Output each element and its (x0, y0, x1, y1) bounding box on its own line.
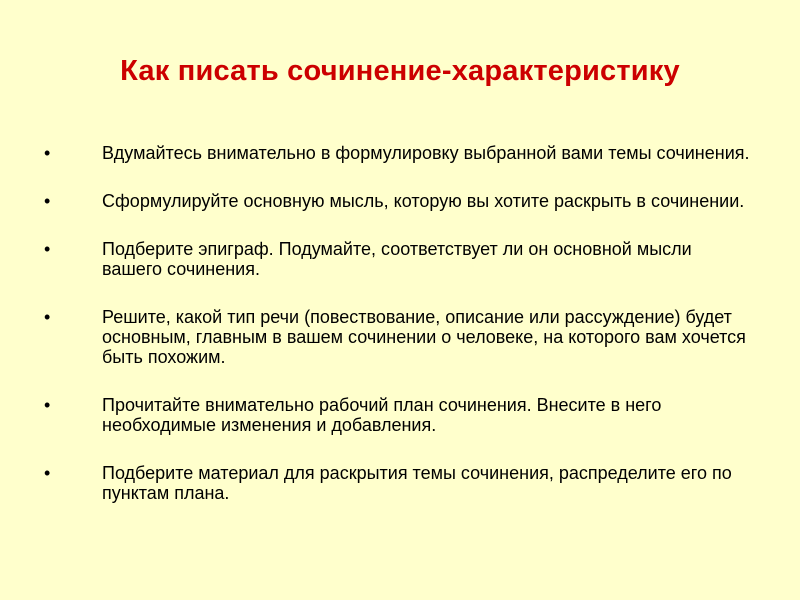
bullet-icon: • (44, 463, 51, 483)
bullet-icon: • (44, 191, 51, 211)
list-item-text: Вдумайтесь внимательно в формулировку выбранной вами темы сочинения. (102, 143, 750, 163)
list-item (0, 307, 800, 367)
bullet-icon: • (44, 143, 51, 163)
bullet-icon: • (44, 307, 51, 327)
bullet-list (0, 143, 800, 531)
list-item-text: Подберите материал для раскрытия темы сочинения, распределите его по пунктам плана. (102, 463, 732, 503)
list-item (0, 143, 800, 163)
list-item (0, 239, 800, 279)
list-item (0, 463, 800, 503)
list-item (0, 395, 800, 435)
bullet-icon: • (44, 395, 51, 415)
list-item-text: Решите, какой тип речи (повествование, описание или рассуждение) будет основным, главным в вашем сочинении о человеке, на которого вам хочется быть похожим. (102, 307, 746, 367)
list-item (0, 191, 800, 211)
list-item-text: Прочитайте внимательно рабочий план сочинения. Внесите в него необходимые изменения и добавления. (102, 395, 662, 435)
list-item-text: Сформулируйте основную мысль, которую вы хотите раскрыть в сочинении. (102, 191, 745, 211)
bullet-icon: • (44, 239, 51, 259)
slide-title: Как писать сочинение-характеристику (120, 55, 680, 87)
list-item-text: Подберите эпиграф. Подумайте, соответствует ли он основной мысли вашего сочинения. (102, 239, 692, 279)
